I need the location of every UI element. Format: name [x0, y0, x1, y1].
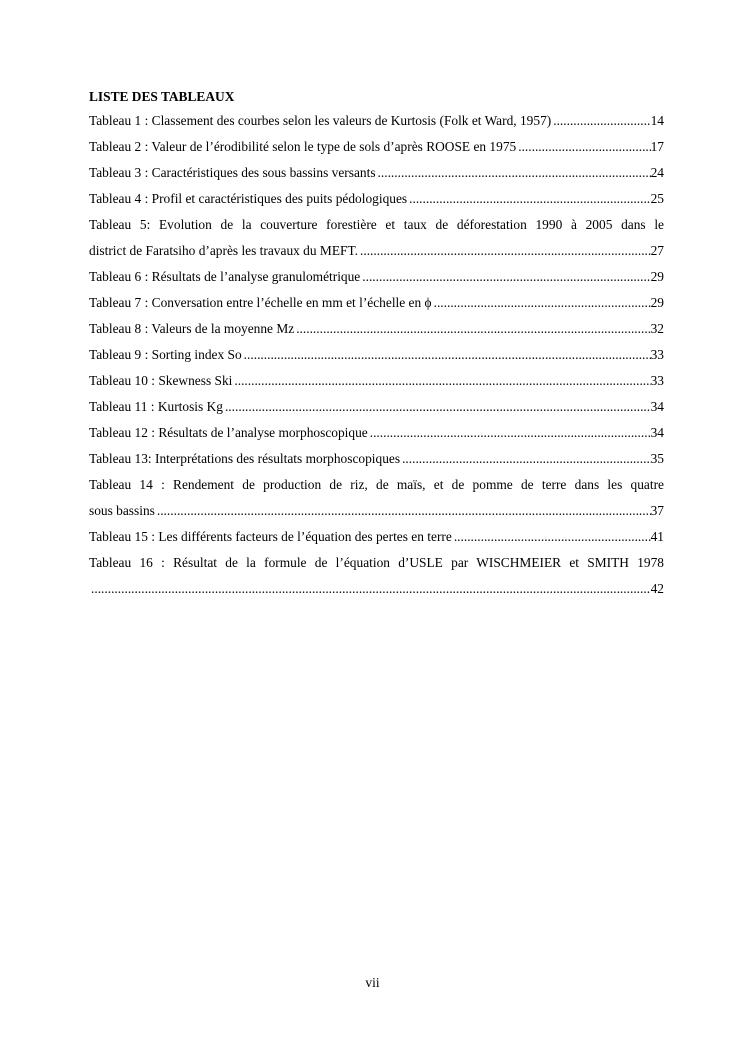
toc-entry-text: Tableau 15 : Les différents facteurs de l’équation des pertes en terre: [89, 529, 452, 544]
toc-entry-page: 24: [650, 165, 664, 180]
toc-entry-text-line1: Tableau 5: Evolution de la couverture forestière et taux de déforestation 1990 à 2005 dans le: [89, 217, 664, 232]
toc-entry-page: 17: [650, 139, 664, 154]
dot-leader: [402, 446, 651, 472]
toc-entry-tableau-7[interactable]: [89, 290, 664, 316]
toc-entry-tableau-9[interactable]: [89, 342, 664, 368]
dot-leader: [234, 368, 650, 394]
list-of-tables: [89, 88, 664, 602]
toc-entry-tableau-13[interactable]: [89, 446, 664, 472]
toc-entry-text-line1: Tableau 16 : Résultat de la formule de l’équation d’USLE par WISCHMEIER et SMITH 1978: [89, 555, 664, 570]
toc-entry-page: 33: [650, 373, 664, 388]
toc-entry-text: sous bassins: [89, 503, 155, 518]
dot-leader: [296, 316, 650, 342]
toc-entry-page: 33: [650, 347, 664, 362]
toc-entry-page: 14: [650, 113, 664, 128]
toc-entry-page: 42: [650, 581, 664, 596]
toc-entry-tableau-3[interactable]: [89, 160, 664, 186]
toc-entry-tableau-12[interactable]: [89, 420, 664, 446]
toc-entry-page: 29: [650, 269, 664, 284]
dot-leader: [362, 264, 650, 290]
toc-entry-tableau-15[interactable]: [89, 524, 664, 550]
toc-entry-text: Tableau 8 : Valeurs de la moyenne Mz: [89, 321, 295, 336]
list-heading: LISTE DES TABLEAUX: [89, 89, 235, 104]
toc-entry-page: 35: [650, 451, 664, 466]
toc-entry-tableau-5[interactable]: [89, 212, 664, 264]
toc-entry-text: Tableau 13: Interprétations des résultats morphoscopiques: [89, 451, 401, 466]
dot-leader: [360, 238, 651, 264]
toc-entry-tableau-16[interactable]: [89, 550, 664, 602]
dot-leader: [225, 394, 651, 420]
toc-entry-tableau-4[interactable]: [89, 186, 664, 212]
toc-entry-text: Tableau 9 : Sorting index So: [89, 347, 242, 362]
dot-leader: [518, 134, 650, 160]
page-number: vii: [365, 975, 380, 990]
toc-entry-text: Tableau 4 : Profil et caractéristiques des puits pédologiques: [89, 191, 408, 206]
dot-leader: [409, 186, 650, 212]
dot-leader: [454, 524, 651, 550]
toc-entry-text: district de Faratsiho d’après les travaux du MEFT.: [89, 243, 358, 258]
toc-entry-tableau-1[interactable]: [89, 108, 664, 134]
toc-entry-tableau-11[interactable]: [89, 394, 664, 420]
toc-entry-text: Tableau 10 : Skewness Ski: [89, 373, 233, 388]
toc-entry-page: 25: [650, 191, 664, 206]
dot-leader: [553, 108, 650, 134]
toc-entry-page: 32: [650, 321, 664, 336]
toc-entry-tableau-14[interactable]: [89, 472, 664, 524]
toc-entry-text: Tableau 2 : Valeur de l’érodibilité selon le type de sols d’après ROOSE en 1975: [89, 139, 517, 154]
dot-leader: [370, 420, 651, 446]
toc-entry-page: 34: [650, 399, 664, 414]
toc-entry-text: Tableau 1 : Classement des courbes selon les valeurs de Kurtosis (Folk et Ward, 1957): [89, 113, 552, 128]
toc-entry-text: Tableau 3 : Caractéristiques des sous bassins versants: [89, 165, 376, 180]
toc-entry-tableau-10[interactable]: [89, 368, 664, 394]
toc-entry-text: Tableau 11 : Kurtosis Kg: [89, 399, 223, 414]
toc-entry-page: 27: [650, 243, 664, 258]
toc-entry-page: 37: [650, 503, 664, 518]
dot-leader: [378, 160, 651, 186]
toc-entry-text: Tableau 12 : Résultats de l’analyse morphoscopique: [89, 425, 368, 440]
toc-entry-text: Tableau 7 : Conversation entre l’échelle en mm et l’échelle en ϕ: [89, 295, 432, 310]
toc-entry-page: 34: [650, 425, 664, 440]
toc-entry-tableau-8[interactable]: [89, 316, 664, 342]
dot-leader: [91, 576, 651, 602]
toc-entry-text: Tableau 6 : Résultats de l’analyse granulométrique: [89, 269, 361, 284]
toc-entry-page: 29: [650, 295, 664, 310]
toc-entry-page: 41: [650, 529, 664, 544]
toc-entry-tableau-2[interactable]: [89, 134, 664, 160]
dot-leader: [434, 290, 651, 316]
dot-leader: [157, 498, 651, 524]
dot-leader: [244, 342, 651, 368]
toc-entry-tableau-6[interactable]: [89, 264, 664, 290]
toc-entry-text-line1: Tableau 14 : Rendement de production de riz, de maïs, et de pomme de terre dans les quatre: [89, 477, 664, 492]
